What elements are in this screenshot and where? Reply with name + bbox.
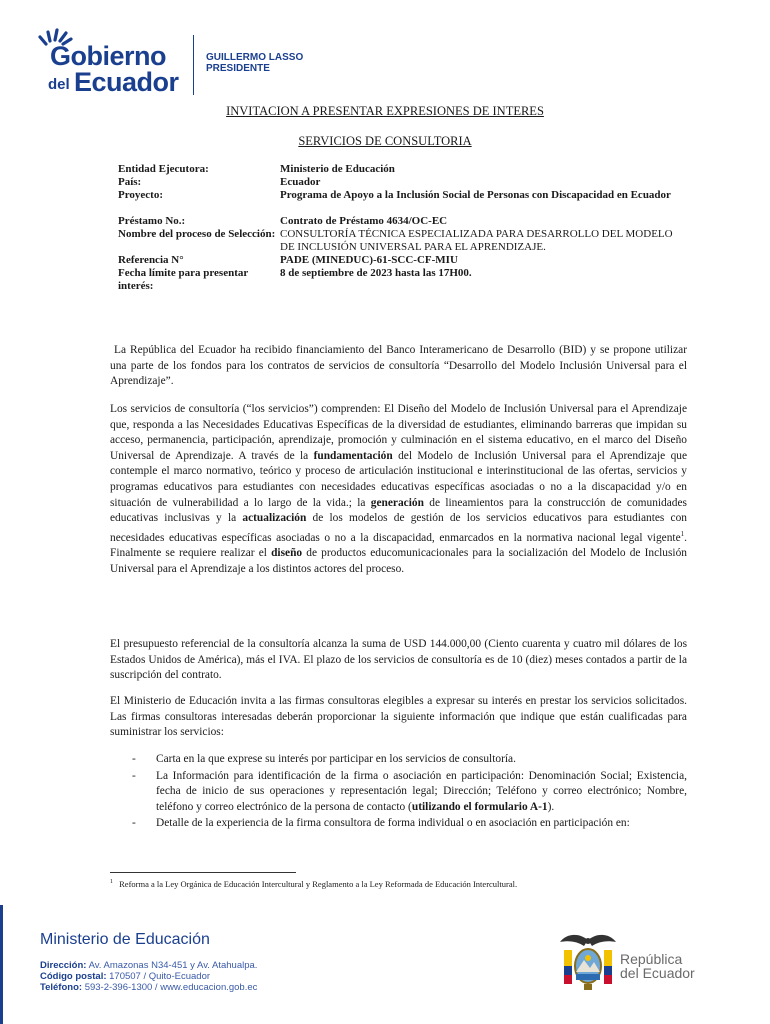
republica-line2: del Ecuador <box>620 965 695 981</box>
logo-del-text: del <box>48 76 70 93</box>
bold-term: generación <box>370 496 424 509</box>
info-label: Entidad Ejecutora: <box>118 163 209 175</box>
footnote-number: 1 <box>110 879 113 886</box>
footnote-text: Reforma a la Ley Orgánica de Educación Intercultural y Reglamento a la Ley Reformada de Educación Intercultural. <box>119 879 518 889</box>
bold-term: diseño <box>271 547 303 560</box>
footnote-ref: 1 <box>680 529 685 538</box>
info-row-pais <box>118 176 678 189</box>
info-value: 8 de septiembre de 2023 hasta las 17H00. <box>280 267 472 279</box>
president-block <box>206 52 303 74</box>
info-value: Programa de Apoyo a la Inclusión Social de Personas con Discapacidad en Ecuador <box>280 189 671 201</box>
info-row-prestamo <box>118 215 678 228</box>
bold-term: fundamentación <box>313 449 393 462</box>
logo-gobierno-text: Gobierno <box>50 41 166 71</box>
footer-accent-bar <box>0 905 3 1024</box>
republica-line1: República <box>620 951 683 967</box>
gobierno-logo <box>36 28 196 96</box>
document-title: INVITACION A PRESENTAR EXPRESIONES DE INTERES <box>226 104 544 118</box>
logo-ecuador-text: Ecuador <box>74 67 179 97</box>
paragraph-text: El presupuesto referencial de la consultoría alcanza la suma de USD 144.000,00 (Ciento cuarenta y cuatro mil dólares de los Estados Unidos de América), más el IVA. El plazo de los servicios de consultoría es de 10 (diez) meses contados a partir de la suscripción del contrato. <box>110 638 687 682</box>
info-label: Préstamo No.: <box>118 215 186 227</box>
president-name: GUILLERMO LASSO <box>206 52 304 63</box>
paragraph-text: La República del Ecuador ha recibido financiamiento del Banco Interamericano de Desarrollo (BID) y se propone utilizar una parte de los fondos para los contratos de servicios de consultoría “Desarrollo del Modelo Inclusión Universal para el Aprendizaje”. <box>110 344 687 388</box>
list-item: - Detalle de la experiencia de la firma consultora de forma individual o en asociación en participación en: <box>110 816 687 832</box>
info-row-proceso <box>118 228 678 254</box>
info-value: CONSULTORÍA TÉCNICA ESPECIALIZADA PARA DESARROLLO DEL MODELO DE INCLUSIÓN UNIVERSAL PARA EL APRENDIZAJE. <box>280 228 673 253</box>
list-bullet: - <box>132 753 136 765</box>
paragraph-invitation <box>110 694 687 741</box>
coat-of-arms-icon <box>556 930 620 994</box>
paragraph-financing <box>110 343 687 390</box>
republica-logo <box>620 952 695 980</box>
info-label: País: <box>118 176 142 188</box>
info-label: Fecha límite para presentar interés: <box>118 267 249 292</box>
footnote <box>110 879 517 889</box>
info-table <box>118 163 678 293</box>
footer-ministerio: Ministerio de Educación <box>40 931 210 948</box>
info-row-proyecto <box>118 189 678 202</box>
list-item: - La Información para identificación de la firma o asociación en participación: Denominación Social; Existencia, fecha de inicio de sus operaciones y representación legal; Dirección; Teléfono y correo electrónico; Nombre, teléfono y correo electrónico de la persona de contacto (utilizando el formulario A-1). <box>132 769 687 813</box>
info-row-referencia <box>118 254 678 267</box>
info-value: Ecuador <box>280 176 321 188</box>
bold-term: actualización <box>242 512 307 525</box>
paragraph-text: Los servicios de consultoría (“los servicios”) comprenden: El Diseño del Modelo de Inclusión Universal para el Aprendizaje que, responda a las Necesidades Educativas Específicas de la diversidad de estudiantes, eliminando barreras que impidan su acceso, permanencia, participación, aprendizaje, promoción y culminación en el sistema educativo, en el marco del Diseño Universal de Aprendizaje. A través de la fundamentación del Modelo de Inclusión Universal para el Aprendizaje que contemple el marco normativo, teórico y proceso de articulación institucional e interinstitucional de las ofertas, servicios y programas educativos para estudiantes con necesidades educativas específicas asociadas o no a la discapacidad y/o en situación de vulnerabilidad a lo largo de la vida.; la generación de lineamientos para la construcción de comunidades educativas inclusivas y la actualización de los modelos de gestión de los servicios educativos para estudiantes con necesidades educativas específicas asociadas o no a la discapacidad, enmarcados en la normativa nacional legal vigente$^1$. Finalmente se requiere realizar el diseño de productos educomunicacionales para la socialización del Modelo de Inclusión Universal para el Aprendizaje a los distintos actores del proceso. <box>110 403 688 575</box>
info-label: Referencia N° <box>118 254 184 266</box>
list-bullet: - <box>132 769 136 782</box>
info-label: Nombre del proceso de Selección: <box>118 228 276 240</box>
header-divider <box>193 35 194 95</box>
president-title: PRESIDENTE <box>206 63 270 74</box>
info-value: Ministerio de Educación <box>280 163 395 175</box>
paragraph-text: El Ministerio de Educación invita a las firmas consultoras elegibles a expresar su interés en prestar los servicios solicitados. Las firmas consultoras interesadas deberán proporcionar la siguiente información que indique que están cualificadas para suministrar los servicios: <box>110 695 687 739</box>
info-value: PADE (MINEDUC)-61-SCC-CF-MIU <box>280 254 458 266</box>
info-value: Contrato de Préstamo 4634/OC-EC <box>280 215 448 227</box>
paragraph-services <box>110 402 687 577</box>
paragraph-budget <box>110 637 687 684</box>
info-row-entidad <box>118 163 678 176</box>
list-item: - Carta en la que exprese su interés por participar en los servicios de consultoría. <box>110 752 687 768</box>
list-bullet: - <box>132 817 136 830</box>
footnote-divider <box>110 872 296 873</box>
requirements-list <box>110 752 687 833</box>
footer-contact: Dirección: Av. Amazonas N34-451 y Av. Atahualpa. Código postal: 170507 / Quito-Ecuador Teléfono: 593-2-396-1300 / www.educacion.gob.ec <box>40 960 258 993</box>
document-subtitle: SERVICIOS DE CONSULTORIA <box>298 134 472 148</box>
info-label: Proyecto: <box>118 189 163 201</box>
info-row-fecha <box>118 267 678 293</box>
